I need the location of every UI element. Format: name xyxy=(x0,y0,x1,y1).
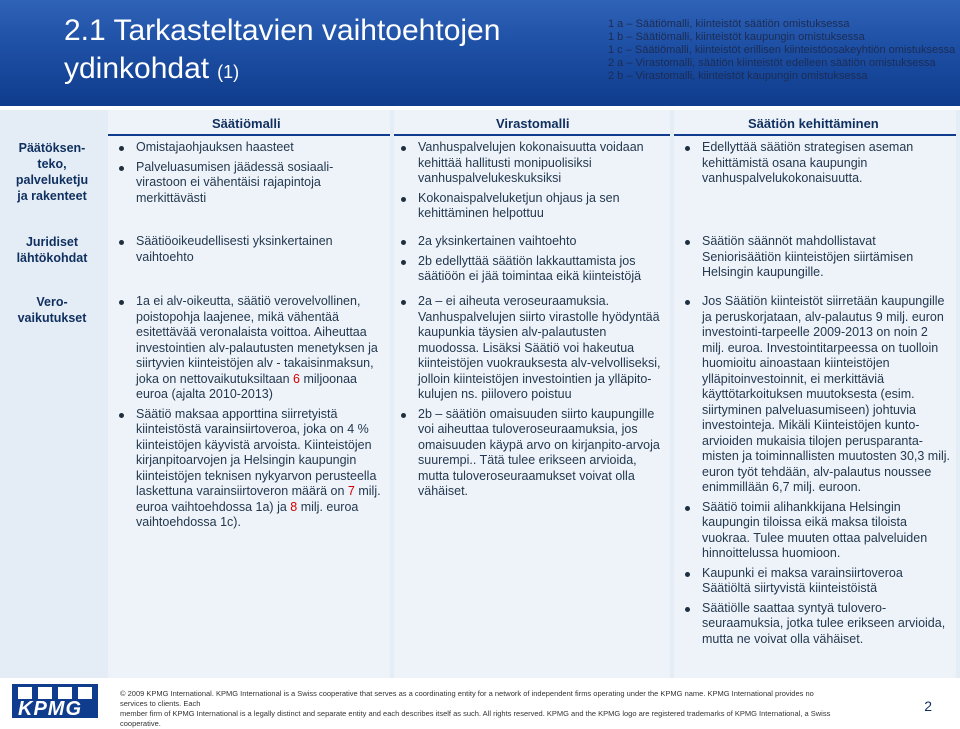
slide-footer xyxy=(0,678,960,728)
row-header-line: Vero- xyxy=(36,295,68,309)
list-item xyxy=(116,160,382,207)
bullet xyxy=(119,300,124,305)
bullet xyxy=(401,146,406,151)
page-number: 2 xyxy=(924,698,932,714)
title-line-2 xyxy=(64,50,500,91)
column-header-virastomalli: Virastomalli xyxy=(496,116,570,131)
list-item-text: Edellyttää säätiön strategisen aseman kehittämistä osana kaupungin vanhuspalvelukokonaisuutta. xyxy=(702,140,914,185)
bullet xyxy=(119,413,124,418)
list-item xyxy=(682,601,952,648)
cell-row2-kehittaminen xyxy=(682,234,952,285)
list-item xyxy=(682,140,952,187)
row-header-line: palveluketju xyxy=(15,173,89,187)
bullet xyxy=(401,260,406,265)
highlight-number: 7 xyxy=(347,484,355,498)
list-item xyxy=(398,140,666,187)
list-item xyxy=(682,294,952,496)
list-item-text: Säätiö toimii alihankkijana Helsingin kaupungin tiloissa eikä maksa tiloista vuokraa. Tulee muuten ottaa palveluiden hinnoittelussa huomioon. xyxy=(702,499,928,560)
column-header-rule xyxy=(394,134,670,136)
cell-row3-saatiomalli xyxy=(116,294,382,535)
title-subnumber: (1) xyxy=(217,62,240,82)
bullet xyxy=(685,572,690,577)
list-item-text: Palveluasumisen jäädessä sosiaali-virastoon ei vähentäisi rajapintoja merkittävästi xyxy=(136,159,334,205)
column-header-rule xyxy=(108,134,390,136)
list-item-text: 2a yksinkertainen vaihtoehto xyxy=(418,234,577,248)
row-header-line: lähtökohdat xyxy=(16,251,88,265)
column-header-rule xyxy=(674,134,956,136)
comparison-table xyxy=(0,110,960,678)
bullet xyxy=(401,197,406,202)
list-item xyxy=(398,407,666,500)
bullet xyxy=(119,166,124,171)
row-header-line: ja rakenteet xyxy=(17,189,87,203)
list-item xyxy=(682,566,952,597)
list-item-text: 2b edellyttää säätiön lakkauttamista jos säätiöön ei jää toimintaa eikä kiinteistöjä xyxy=(418,253,642,283)
copyright-line: member firm of KPMG International is a legally distinct and separate entity and each describes itself as such. All rights reserved. KPMG and the KPMG logo are registered trademarks of KPMG International, a Swiss cooperative. xyxy=(120,709,831,728)
title-line-1: 2.1 Tarkasteltavien vaihtoehtojen xyxy=(64,14,501,47)
kpmg-logo-text: KPMG xyxy=(18,698,82,720)
bullet xyxy=(401,240,406,245)
row-header-paatoksenteko xyxy=(0,140,104,204)
row-header-line: vaikutukset xyxy=(17,311,87,325)
bullet xyxy=(401,300,406,305)
column-header-saatiomalli: Säätiömalli xyxy=(212,116,281,131)
list-item-text: milj. euroa vaihtoehdossa 1a) ja xyxy=(136,484,381,514)
bullet xyxy=(685,146,690,151)
row-header-line: teko, xyxy=(37,157,67,171)
kpmg-logo xyxy=(12,684,98,718)
list-item-text: 2b – säätiön omaisuuden siirto kaupungille voi aiheuttaa tuloveroseuraamuksia, jos omaisuuden käypä arvo on kirjanpito-arvoja suurempi.. Tätä tulee erikseen arvioida, mutta tuloveroseuraamukset voivat olla vähäiset. xyxy=(418,406,660,498)
list-item-text: Kaupunki ei maksa varainsiirtoveroa Säätiöltä siirtyvistä kiinteistöistä xyxy=(702,565,903,595)
list-item-text: Säätiön säännöt mahdollistavat Seniorisäätiön kiinteistöjen siirtämisen Helsingin kaupungille. xyxy=(702,234,914,279)
cell-row3-virastomalli xyxy=(398,294,666,504)
copyright-text xyxy=(120,689,840,729)
list-item xyxy=(398,294,666,403)
legend-item: 2 a – Virastomalli, säätiön kiinteistöt edelleen säätiön omistuksessa xyxy=(608,57,936,69)
title-line-2-text: ydinkohdat xyxy=(64,52,210,85)
highlight-number: 8 xyxy=(290,499,298,514)
list-item-text: Säätiö maksaa apporttina siirretyistä kiinteistöstä varainsiirtoveroa, joka on 4 % kiinteistöjen käyvistä arvoista. Kiinteistöjen kirjanpitoarvojen ja Helsingin kaupungin kiinteistöjen teknisen nykyarvon perusteella laskettuna varainsiirtoveron määrä on xyxy=(136,406,377,498)
row-header-line: Juridiset xyxy=(25,235,79,249)
highlight-number: 6 xyxy=(293,371,300,386)
list-item-text: 2a – ei aiheuta veroseuraamuksia. Vanhuspalvelujen siirto virastolle hyödyntää kaupunkia täysien alv-palautusten muodossa. Lisäksi Säätiö voi hakeutua kiinteistöjen vuokrauksesta alv-velvolliseksi, jolloin kiinteistöjen investointien ja ylläpito-kulujen ns. piilovero poistuu xyxy=(418,294,661,401)
list-item xyxy=(398,191,666,222)
bullet xyxy=(685,240,690,245)
cell-row1-virastomalli xyxy=(398,140,666,226)
bullet xyxy=(685,607,690,612)
row-header-juridiset xyxy=(0,234,104,266)
list-item-text: Omistajaohjauksen haasteet xyxy=(136,140,294,154)
bullet xyxy=(685,506,690,511)
list-item-text: Säätiöoikeudellisesti yksinkertainen vaihtoehto xyxy=(136,234,333,264)
bullet xyxy=(119,240,124,245)
cell-row2-virastomalli xyxy=(398,234,666,289)
row-header-line: Päätöksen- xyxy=(18,141,86,155)
cell-row2-saatiomalli xyxy=(116,234,382,269)
list-item-text: Jos Säätiön kiinteistöt siirretään kaupungille ja peruskorjataan, alv-palautus 9 milj. euron investointi-tarpeelle 2009-2013 on noin 2 milj. euroa. Investointitarpeessa on tuolloin huomioitu ainoastaan kiinteistöjen ylläpitoinvestoinnit, ei merkittäviä käyttötarkoituksen muutoksesta (esim. siirtyminen palveluasumiseen) johtuvia investointeja. Mikäli Kiinteistöjen kunto-arvioiden mukaisia tilojen perusparanta-misten ja toiminnallisten muutosten 30,3 milj. euron työt tehdään, alv-palautus noussee enimmillään 6,7 milj. euroon. xyxy=(702,294,951,494)
slide-title xyxy=(64,12,500,91)
bullet xyxy=(401,413,406,418)
slide-header xyxy=(0,0,960,106)
copyright-line: © 2009 KPMG International. KPMG International is a Swiss cooperative that serves as a coordinating entity for a network of independent firms operating under the KPMG name. KPMG International provides no services to clients. Each xyxy=(120,689,814,708)
list-item xyxy=(116,294,382,403)
options-legend xyxy=(608,18,955,83)
list-item xyxy=(682,234,952,281)
bullet xyxy=(685,300,690,305)
legend-item: 2 b – Virastomalli, kiinteistöt kaupungin omistuksessa xyxy=(608,70,868,82)
legend-item: 1 b – Säätiömalli, kiinteistöt kaupungin omistuksessa xyxy=(608,31,865,43)
list-item-text: 1a ei alv-oikeutta, säätiö verovelvollinen, poistopohja laajenee, mikä vähentää esitettävää veronalaista voittoa. Aiheuttaa investointien alv-palautusten menetyksen ja siirtyvien kiinteistöjen alv - takaisinmaksun, joka on nettovaikutuksiltaan xyxy=(136,294,378,386)
legend-item: 1 a – Säätiömalli, kiinteistöt säätiön omistuksessa xyxy=(608,18,850,30)
list-item xyxy=(116,407,382,531)
legend-item: 1 c – Säätiömalli, kiinteistöt erillisen kiinteistöosakeyhtiön omistuksessa xyxy=(608,44,956,56)
list-item xyxy=(398,254,666,285)
list-item xyxy=(116,234,382,265)
list-item-text: milj. euroa vaihtoehdossa 1c). xyxy=(136,499,359,529)
list-item-text: miljoonaa euroa (ajalta 2010-2013) xyxy=(136,371,357,401)
list-item-text: Vanhuspalvelujen kokonaisuutta voidaan kehittää hallitusti monipuolisiksi vanhuspalvelukeskuksiksi xyxy=(418,140,644,185)
list-item-text: Kokonaispalveluketjun ohjaus ja sen kehittäminen helpottuu xyxy=(418,190,620,220)
list-item-text: Säätiölle saattaa syntyä tulovero-seuraamuksia, jotka tulee erikseen arvioida, mutta ne voivat olla vähäiset. xyxy=(702,600,946,646)
cell-row1-saatiomalli xyxy=(116,140,382,210)
bullet xyxy=(119,146,124,151)
list-item xyxy=(116,140,382,156)
column-header-kehittaminen: Säätiön kehittäminen xyxy=(748,116,879,131)
list-item xyxy=(682,500,952,562)
row-header-verovaikutukset xyxy=(0,294,104,326)
cell-row1-kehittaminen xyxy=(682,140,952,191)
list-item xyxy=(398,234,666,250)
cell-row3-kehittaminen xyxy=(682,294,952,651)
